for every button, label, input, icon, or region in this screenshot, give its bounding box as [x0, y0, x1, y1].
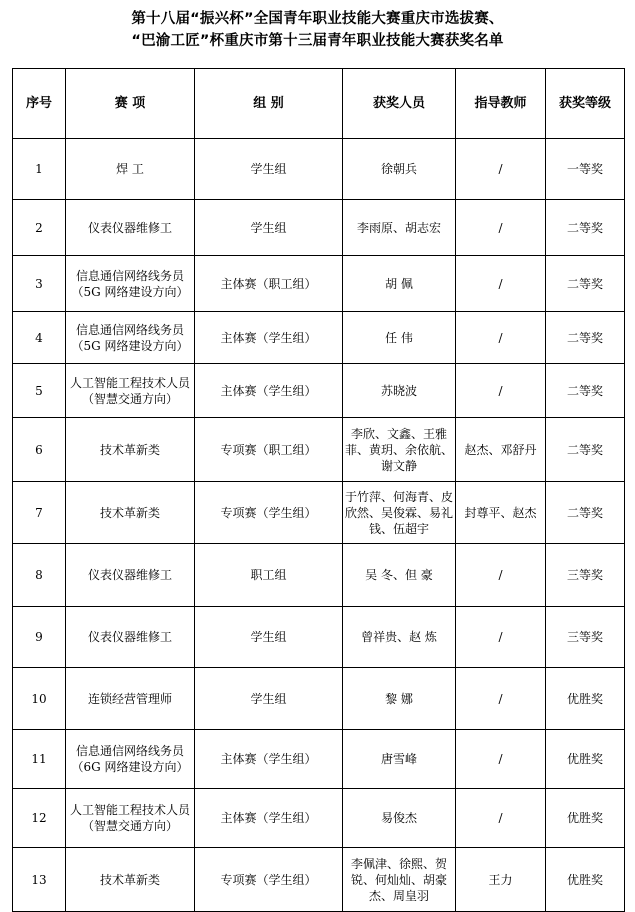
- cell-level: 三等奖: [546, 607, 625, 668]
- cell-group: 专项赛（职工组）: [195, 418, 343, 482]
- cell-winners: 李欣、文鑫、王雅菲、黄玥、余依航、谢文静: [343, 418, 456, 482]
- cell-seq: 7: [13, 482, 66, 544]
- cell-winners: 黎 娜: [343, 668, 456, 730]
- cell-event: 信息通信网络线务员（6G 网络建设方向）: [66, 730, 195, 789]
- cell-level: 二等奖: [546, 482, 625, 544]
- header-level: 获奖等级: [546, 69, 625, 139]
- cell-teacher: /: [456, 364, 546, 418]
- cell-seq: 5: [13, 364, 66, 418]
- cell-level: 一等奖: [546, 139, 625, 200]
- cell-level: 优胜奖: [546, 730, 625, 789]
- cell-event: 技术革新类: [66, 482, 195, 544]
- title-line-1: 第十八届“振兴杯”全国青年职业技能大赛重庆市选拔赛、: [131, 11, 504, 27]
- cell-winners: 李佩津、徐熙、贺锐、何灿灿、胡豪杰、周皇羽: [343, 848, 456, 912]
- cell-winners: 易俊杰: [343, 789, 456, 848]
- cell-event: 人工智能工程技术人员（智慧交通方向）: [66, 364, 195, 418]
- awards-table: [12, 68, 625, 912]
- cell-level: 三等奖: [546, 544, 625, 607]
- cell-winners: 任 伟: [343, 312, 456, 364]
- cell-event: 连锁经营管理师: [66, 668, 195, 730]
- cell-level: 优胜奖: [546, 668, 625, 730]
- cell-event: 信息通信网络线务员（5G 网络建设方向）: [66, 312, 195, 364]
- table-row: [13, 668, 625, 730]
- cell-seq: 9: [13, 607, 66, 668]
- cell-group: 专项赛（学生组）: [195, 482, 343, 544]
- cell-event: 技术革新类: [66, 418, 195, 482]
- table-row: [13, 482, 625, 544]
- cell-teacher: /: [456, 789, 546, 848]
- cell-event: 焊 工: [66, 139, 195, 200]
- header-event: 赛 项: [66, 69, 195, 139]
- cell-teacher: /: [456, 668, 546, 730]
- cell-event: 仪表仪器维修工: [66, 607, 195, 668]
- table-header-row: [13, 69, 625, 139]
- cell-teacher: /: [456, 607, 546, 668]
- cell-teacher: 王力: [456, 848, 546, 912]
- cell-teacher: 赵杰、邓舒丹: [456, 418, 546, 482]
- cell-group: 学生组: [195, 607, 343, 668]
- cell-group: 主体赛（学生组）: [195, 730, 343, 789]
- cell-seq: 1: [13, 139, 66, 200]
- title-line-2: “巴渝工匠”杯重庆市第十三届青年职业技能大赛获奖名单: [131, 33, 504, 49]
- cell-event: 仪表仪器维修工: [66, 544, 195, 607]
- cell-group: 主体赛（学生组）: [195, 789, 343, 848]
- cell-group: 专项赛（学生组）: [195, 848, 343, 912]
- cell-group: 学生组: [195, 139, 343, 200]
- table-row: [13, 418, 625, 482]
- cell-level: 优胜奖: [546, 848, 625, 912]
- cell-level: 二等奖: [546, 200, 625, 256]
- cell-event: 技术革新类: [66, 848, 195, 912]
- cell-group: 学生组: [195, 200, 343, 256]
- table-row: [13, 544, 625, 607]
- cell-seq: 11: [13, 730, 66, 789]
- cell-level: 二等奖: [546, 312, 625, 364]
- cell-level: 二等奖: [546, 256, 625, 312]
- cell-winners: 唐雪峰: [343, 730, 456, 789]
- cell-level: 二等奖: [546, 418, 625, 482]
- cell-seq: 10: [13, 668, 66, 730]
- cell-group: 主体赛（学生组）: [195, 364, 343, 418]
- cell-winners: 胡 佩: [343, 256, 456, 312]
- table-row: [13, 730, 625, 789]
- cell-level: 二等奖: [546, 364, 625, 418]
- header-teacher: 指导教师: [456, 69, 546, 139]
- cell-winners: 李雨原、胡志宏: [343, 200, 456, 256]
- cell-seq: 4: [13, 312, 66, 364]
- header-group: 组 别: [195, 69, 343, 139]
- table-row: [13, 200, 625, 256]
- cell-winners: 曾祥贵、赵 炼: [343, 607, 456, 668]
- table-row: [13, 848, 625, 912]
- cell-group: 主体赛（职工组）: [195, 256, 343, 312]
- table-row: [13, 139, 625, 200]
- cell-teacher: 封尊平、赵杰: [456, 482, 546, 544]
- cell-teacher: /: [456, 256, 546, 312]
- table-row: [13, 789, 625, 848]
- table-row: [13, 607, 625, 668]
- cell-teacher: /: [456, 312, 546, 364]
- table-body: [13, 139, 625, 912]
- cell-level: 优胜奖: [546, 789, 625, 848]
- cell-teacher: /: [456, 200, 546, 256]
- table-row: [13, 256, 625, 312]
- cell-teacher: /: [456, 730, 546, 789]
- cell-group: 主体赛（学生组）: [195, 312, 343, 364]
- cell-seq: 13: [13, 848, 66, 912]
- table-row: [13, 312, 625, 364]
- table-row: [13, 364, 625, 418]
- cell-seq: 2: [13, 200, 66, 256]
- cell-event: 仪表仪器维修工: [66, 200, 195, 256]
- cell-group: 职工组: [195, 544, 343, 607]
- cell-event: 信息通信网络线务员（5G 网络建设方向）: [66, 256, 195, 312]
- cell-winners: 苏晓波: [343, 364, 456, 418]
- cell-winners: 于竹萍、何海青、皮欣然、吴俊霖、易礼钱、伍超宇: [343, 482, 456, 544]
- cell-group: 学生组: [195, 668, 343, 730]
- cell-teacher: /: [456, 544, 546, 607]
- cell-event: 人工智能工程技术人员（智慧交通方向）: [66, 789, 195, 848]
- cell-winners: 徐朝兵: [343, 139, 456, 200]
- document-title: [0, 8, 635, 52]
- cell-seq: 8: [13, 544, 66, 607]
- cell-seq: 6: [13, 418, 66, 482]
- cell-seq: 12: [13, 789, 66, 848]
- cell-seq: 3: [13, 256, 66, 312]
- header-winners: 获奖人员: [343, 69, 456, 139]
- cell-teacher: /: [456, 139, 546, 200]
- header-seq: 序号: [13, 69, 66, 139]
- cell-winners: 吴 冬、但 豪: [343, 544, 456, 607]
